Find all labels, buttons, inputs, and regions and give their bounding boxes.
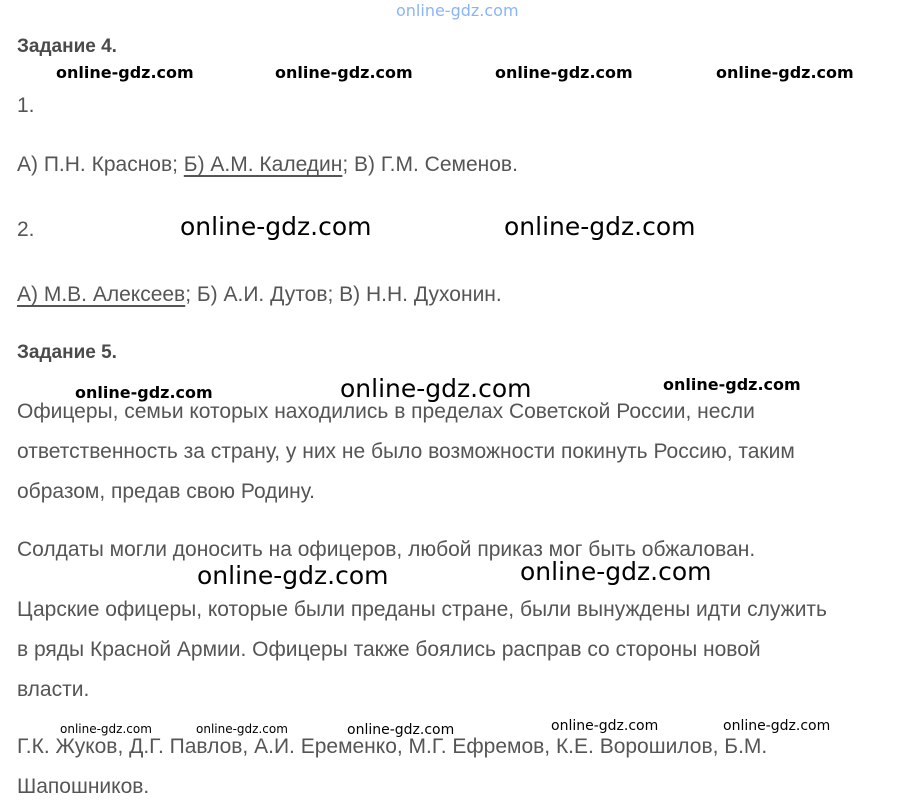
- text-line: образом, предав свою Родину.: [17, 480, 315, 503]
- answer-option-a-correct: А) М.В. Алексеев: [17, 283, 186, 306]
- watermark: online-gdz.com: [520, 557, 712, 586]
- text-line: Г.К. Жуков, Д.Г. Павлов, А.И. Еременко, М.Г. Ефремов, К.Е. Ворошилов, Б.М.: [17, 735, 768, 758]
- answer-option-b-correct: Б) А.М. Каледин: [183, 153, 343, 176]
- task4-item2-number: 2.: [17, 218, 35, 241]
- watermark: online-gdz.com: [663, 375, 801, 394]
- watermark: online-gdz.com: [197, 561, 389, 590]
- text-line: Солдаты могли доносить на офицеров, любой приказ мог быть обжалован.: [17, 538, 756, 561]
- watermark: online-gdz.com: [495, 63, 633, 82]
- watermark: online-gdz.com: [275, 63, 413, 82]
- answer-option-c: ; В) Г.М. Семенов.: [342, 153, 518, 176]
- watermark: online-gdz.com: [347, 722, 455, 738]
- task4-heading: Задание 4.: [17, 36, 117, 57]
- task4-item1-answers: [17, 145, 518, 185]
- answer-option-a: А) П.Н. Краснов;: [17, 153, 184, 176]
- answer-options-rest: ; Б) А.И. Дутов; В) Н.Н. Духонин.: [185, 283, 502, 306]
- watermark: online-gdz.com: [504, 212, 696, 241]
- text-line: ответственность за страну, у них не было возможности покинуть Россию, таким: [17, 440, 795, 463]
- watermark: online-gdz.com: [340, 374, 532, 403]
- watermark: online-gdz.com: [180, 212, 372, 241]
- task4-item1-number: 1.: [17, 94, 35, 117]
- text-line: Царские офицеры, которые были преданы стране, были вынуждены идти служить: [17, 598, 827, 621]
- task5-paragraph-4: [17, 727, 767, 807]
- top-watermark: online-gdz.com: [396, 1, 519, 20]
- text-line: в ряды Красной Армии. Офицеры также боялись расправ со стороны новой: [17, 638, 761, 661]
- watermark: online-gdz.com: [723, 718, 831, 734]
- watermark: online-gdz.com: [56, 63, 194, 82]
- task5-paragraph-3: [17, 590, 827, 710]
- watermark: online-gdz.com: [716, 63, 854, 82]
- watermark: online-gdz.com: [196, 722, 288, 736]
- task5-paragraph-1: [17, 392, 795, 512]
- task4-item2-answers: [17, 275, 502, 315]
- watermark: online-gdz.com: [551, 718, 659, 734]
- text-line: Офицеры, семьи которых находились в пределах Советской России, несли: [17, 400, 755, 423]
- watermark: online-gdz.com: [60, 722, 152, 736]
- text-line: власти.: [17, 678, 90, 701]
- task5-heading: Задание 5.: [17, 342, 117, 363]
- watermark: online-gdz.com: [75, 383, 213, 402]
- text-line: Шапошников.: [17, 775, 150, 798]
